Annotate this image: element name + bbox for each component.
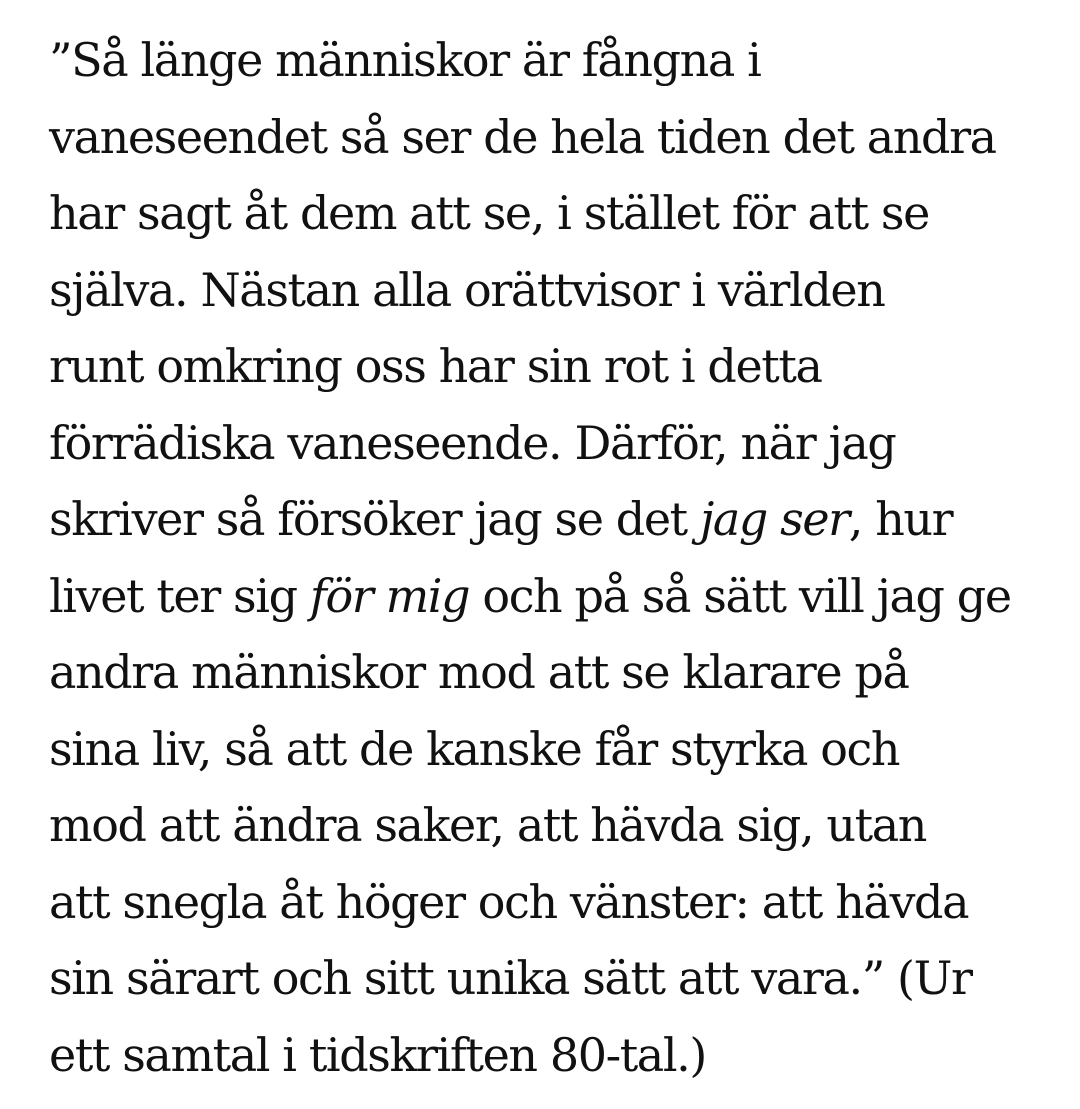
quote-text: mod att ändra saker, att hävda sig, utan <box>49 798 926 852</box>
quote-line <box>49 558 1059 635</box>
quote-text: förrädiska vaneseende. Därför, när jag <box>49 415 896 470</box>
quote-line <box>49 22 1059 99</box>
quote-line <box>49 940 1059 1017</box>
quote-line <box>49 405 1059 482</box>
quote-text: vaneseendet så ser de hela tiden det andra <box>49 109 996 164</box>
quote-text: runt omkring oss har sin rot i detta <box>49 339 822 393</box>
quote-line <box>49 864 1059 941</box>
quote-line <box>49 711 1059 788</box>
quote-line <box>49 252 1059 329</box>
quote-line <box>49 175 1059 252</box>
quote-line <box>49 634 1059 711</box>
quote-text: att snegla åt höger och vänster: att hävda <box>49 874 969 929</box>
quote-text: livet ter sig <box>49 568 310 623</box>
quote-text: sina liv, så att de kanske får styrka och <box>49 721 900 776</box>
quote-text: ett samtal i tidskriften 80-tal.) <box>49 1027 706 1082</box>
quote-text: andra människor mod att se klarare på <box>49 645 909 699</box>
quote-text: , hur <box>848 492 953 546</box>
quote-text: sin särart och sitt unika sätt att vara.” (Ur <box>49 951 972 1005</box>
quote-line <box>49 481 1059 558</box>
quote-paragraph <box>49 22 1059 1093</box>
quote-text: har sagt åt dem att se, i stället för att se <box>49 186 929 240</box>
quote-line <box>49 787 1059 864</box>
quote-text: själva. Nästan alla orättvisor i världen <box>49 262 885 317</box>
quote-line <box>49 99 1059 176</box>
quote-text: och på så sätt vill jag ge <box>469 568 1011 623</box>
quote-emphasis: jag ser <box>699 492 849 546</box>
quote-text: ”Så länge människor är fångna i <box>49 33 761 87</box>
quote-line <box>49 328 1059 405</box>
quote-line <box>49 1017 1059 1094</box>
quote-emphasis: för mig <box>309 568 470 623</box>
quote-text: skriver så försöker jag se det <box>49 492 700 546</box>
